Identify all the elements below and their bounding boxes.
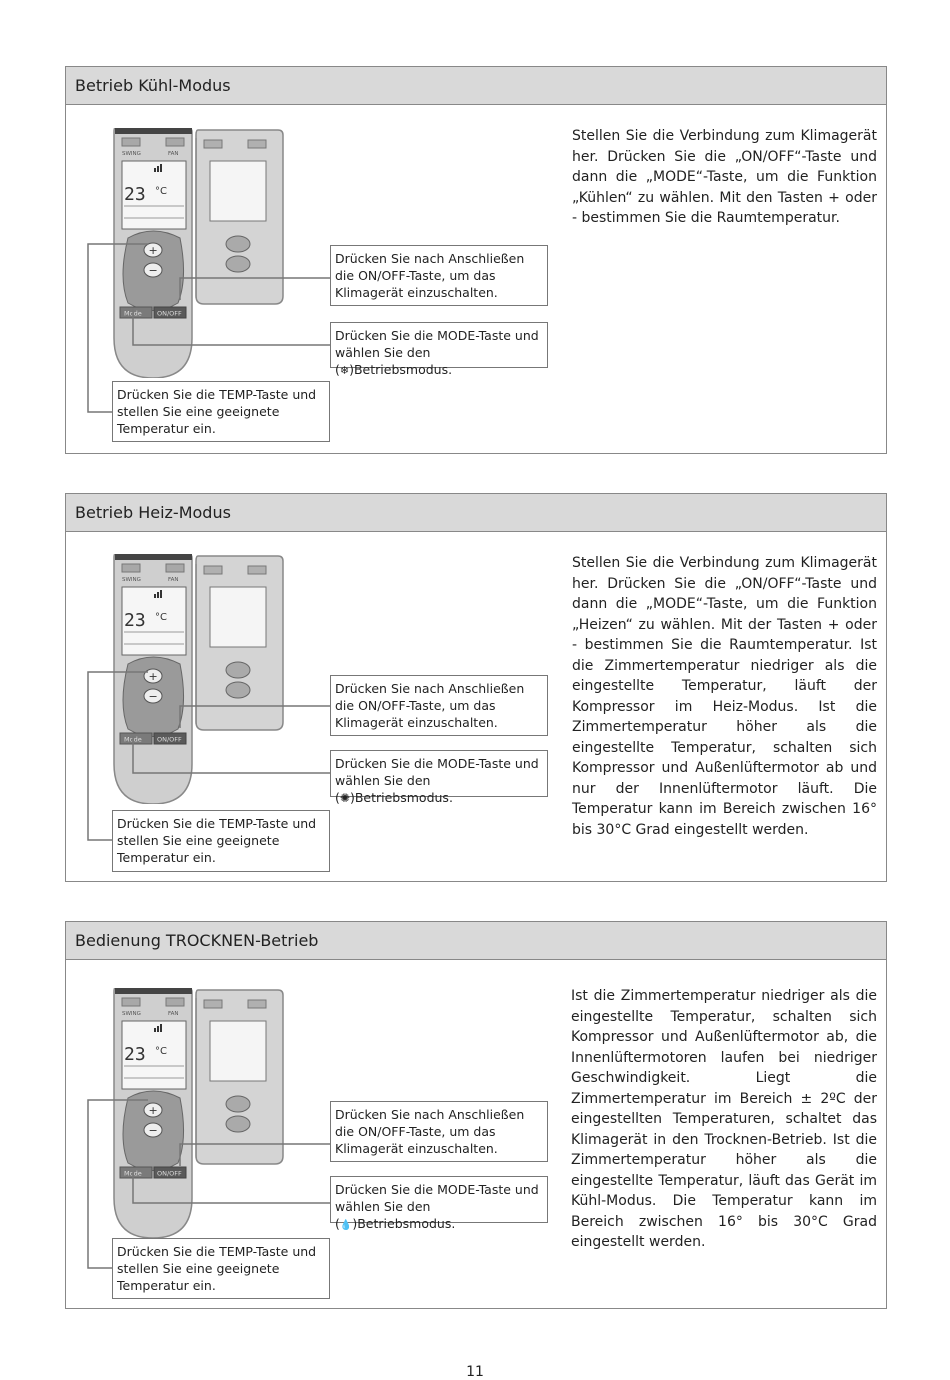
callout-mode [330,1176,548,1231]
callout-mode-text-end: )Betriebsmodus. [349,790,453,805]
svg-text:+: + [148,1104,158,1117]
svg-text:ON/OFF: ON/OFF [157,1169,182,1178]
callout-temp: Drücken Sie die TEMP-Taste und stellen Sie eine geeignete Temperatur ein. [112,810,330,872]
svg-text:+: + [148,244,158,257]
swing-label: SWING [122,151,141,157]
swing-label: SWING [122,577,141,583]
fan-label: FAN [168,577,179,583]
callout-mode-text-end: )Betriebsmodus. [352,1216,456,1231]
svg-text:−: − [148,690,158,703]
callout-onoff: Drücken Sie nach Anschließen die ON/OFF-Taste, um das Klimagerät einzuschalten. [330,675,548,736]
svg-text:−: − [148,264,158,277]
lcd-unit: °C [155,186,167,197]
remote-cool [110,128,290,382]
lcd-unit: °C [155,1046,167,1057]
svg-text:−: − [148,1124,158,1137]
callout-onoff: Drücken Sie nach Anschließen die ON/OFF-Taste, um das Klimagerät einzuschalten. [330,1101,548,1162]
lcd-temperature: 23 [124,1044,146,1065]
section-description: Ist die Zimmertemperatur niedriger als die eingestellte Temperatur, schalten sich Kompressor und Außenlüftermotor ab, die Innenlüftermotoren laufen bei niedriger Geschwindigkeit. Liegt die Zimmertemperatur im Bereich ± 2ºC der eingestellten Temperaturen, schaltet das Klimagerät in den Trocknen-Betrieb. Ist die Zimmertemperatur höher als die eingestellte Temperatur, läuft das Gerät im Kühl-Modus. Die Temperatur kann im Bereich zwischen 16° bis 30°C Grad eingestellt werden. [571,988,877,1250]
callout-mode [330,750,548,805]
page-number: 11 [466,1364,484,1380]
svg-text:Mode: Mode [124,1169,142,1178]
fan-label: FAN [168,151,179,157]
remote-control-illustration [110,128,290,378]
remote-control-illustration [110,554,290,804]
callout-mode [330,322,548,377]
remote-heat [110,554,290,808]
section-title: Bedienung TROCKNEN-Betrieb [66,922,886,960]
snowflake-icon: ❄ [339,364,350,377]
fan-label: FAN [168,1011,179,1017]
callout-temp: Drücken Sie die TEMP-Taste und stellen Sie eine geeignete Temperatur ein. [112,1238,330,1299]
svg-text:+: + [148,670,158,683]
svg-text:Mode: Mode [124,735,142,744]
drop-icon: 💧 [339,1220,353,1231]
callout-mode-text: Drücken Sie die MODE-Taste und wählen Sie den ( [335,328,539,377]
svg-text:Mode: Mode [124,309,142,318]
lcd-temperature: 23 [124,610,146,631]
section-title: Betrieb Heiz-Modus [66,494,886,532]
sun-icon: ✺ [339,791,350,805]
remote-control-illustration [110,988,290,1238]
callout-mode-text: Drücken Sie die MODE-Taste und wählen Sie den ( [335,756,539,805]
callout-onoff: Drücken Sie nach Anschließen die ON/OFF-Taste, um das Klimagerät einzuschalten. [330,245,548,306]
section-title: Betrieb Kühl-Modus [66,67,886,105]
section-description: Stellen Sie die Verbindung zum Klimagerät her. Drücken Sie die „ON/OFF“-Taste und dann die „MODE“-Taste, um die Funktion „Kühlen“ zu wählen. Mit den Tasten + oder - bestimmen Sie die Raumtemperatur. [572,128,877,226]
callout-mode-text-end: )Betriebsmodus. [349,362,453,377]
svg-text:ON/OFF: ON/OFF [157,735,182,744]
callout-temp: Drücken Sie die TEMP-Taste und stellen Sie eine geeignete Temperatur ein. [112,381,330,442]
swing-label: SWING [122,1011,141,1017]
lcd-temperature: 23 [124,184,146,205]
callout-mode-text: Drücken Sie die MODE-Taste und wählen Sie den ( [335,1182,539,1231]
svg-text:ON/OFF: ON/OFF [157,309,182,318]
section-description: Stellen Sie die Verbindung zum Klimagerät her. Drücken Sie die „ON/OFF“-Taste und dann die „MODE“-Taste, um die Funktion „Heizen“ zu wählen. Mit der Tasten + oder - bestimmen Sie die Raumtemperatur. Ist die Zimmertemperatur niedriger als die eingestellte Temperatur, läuft der Kompressor im Heiz-Modus. Ist die Zimmertemperatur höher als die eingestellte Temperatur, schalten sich Kompressor und Außenlüftermotor ab und nur der Innenlüftermotor läuft. Die Temperatur kann im Bereich zwischen 16° bis 30°C Grad eingestellt werden. [572,555,877,838]
lcd-unit: °C [155,612,167,623]
remote-dry [110,988,290,1242]
